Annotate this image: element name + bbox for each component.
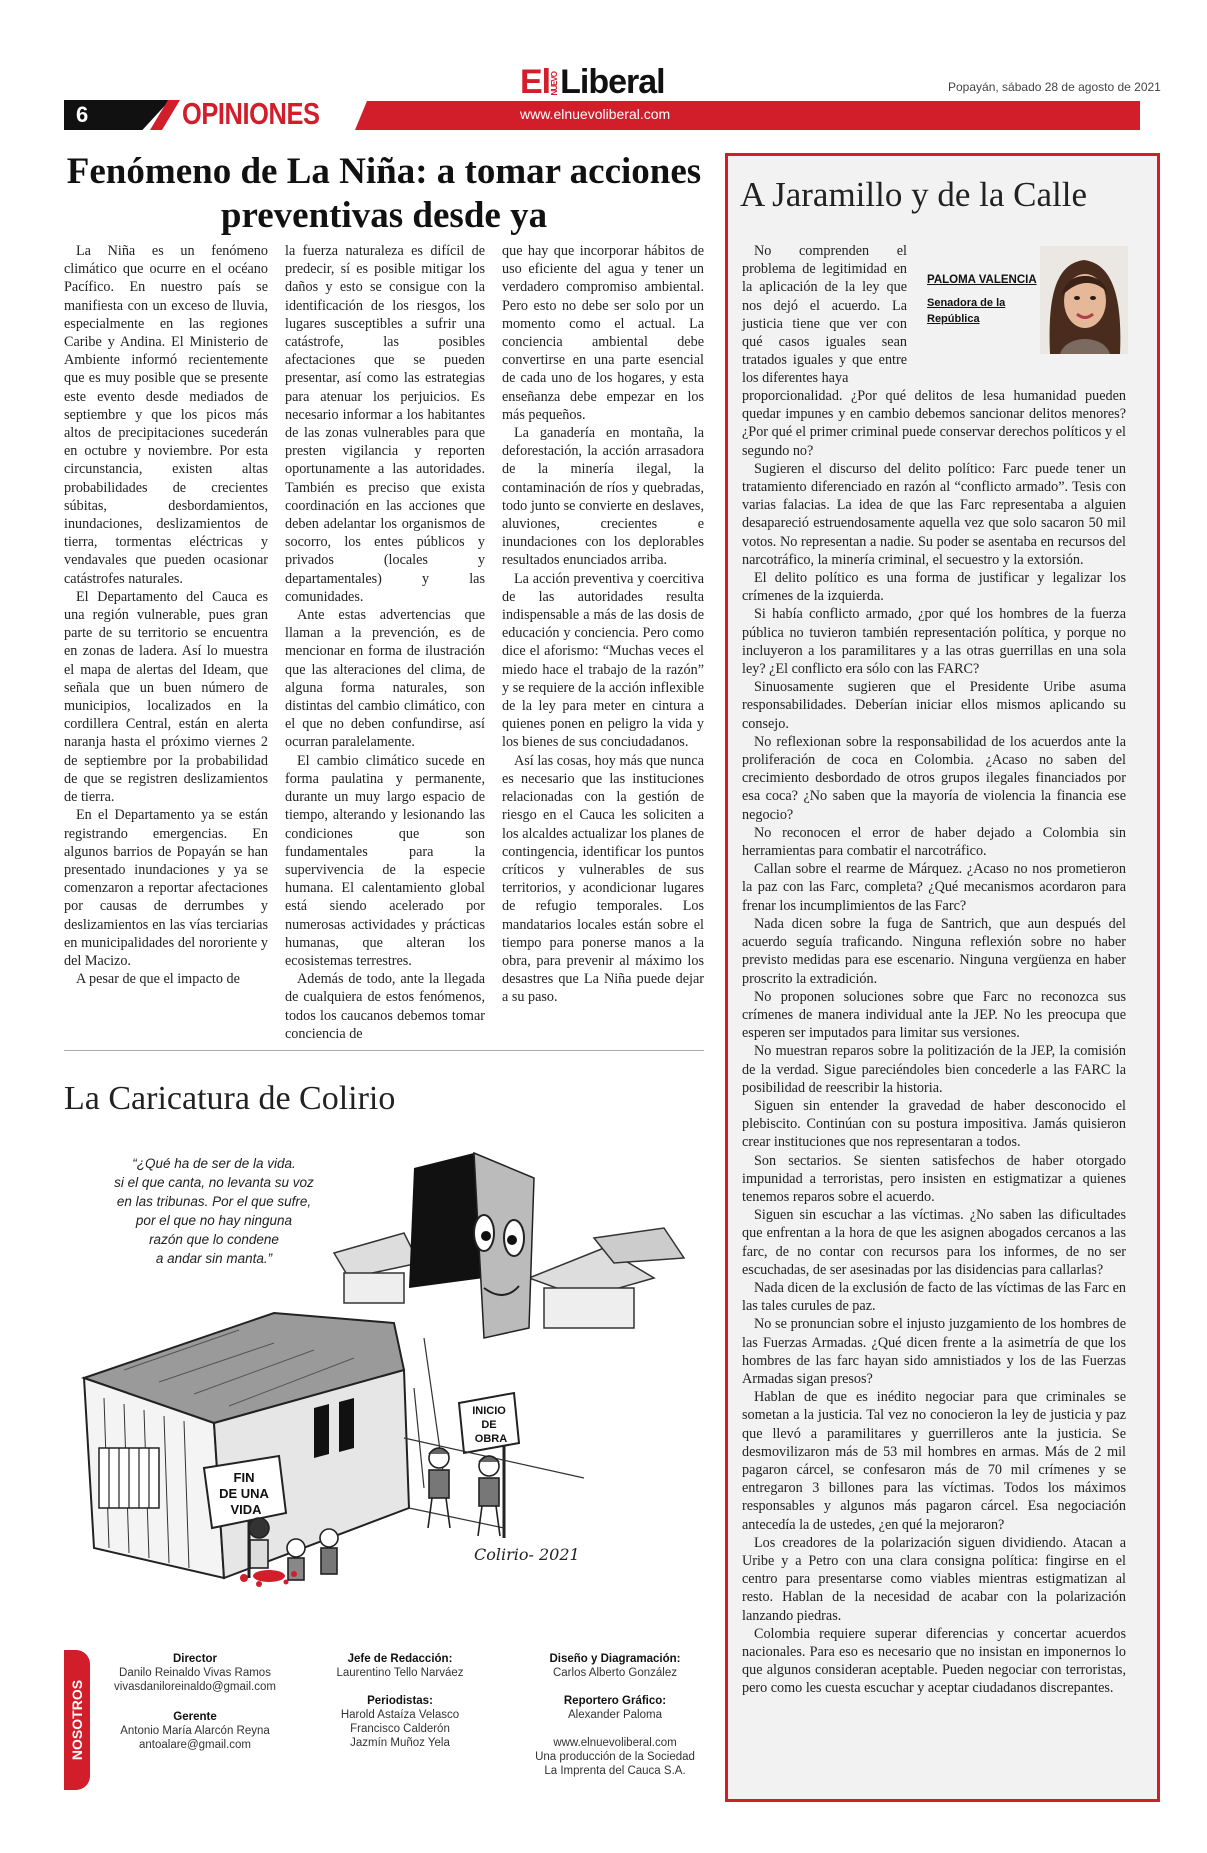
- author-role: Senadora de la República: [927, 297, 1006, 325]
- paragraph: Siguen sin escuchar a las víctimas. ¿No saben las dificultades que enfrentan a la hora de que les asignen abogados cercanos a las farc, de no contar con recursos para los informes, de no ser escuchadas, de ser asesinadas por las disidencias para callarlas?: [742, 1207, 1126, 1278]
- logo-liberal: Liberal: [560, 63, 665, 101]
- credit-production: Una producción de la Sociedad: [535, 1751, 695, 1763]
- sign-left-line: FIN: [233, 1470, 255, 1485]
- paragraph: Nada dicen sobre la fuga de Santrich, que aun después del acuerdo seguía traficando. Ninguna reflexión sobre no haber previsto medidas para ese escenario. Ninguna vergüenza en haber proscrito la extradición.: [742, 915, 1126, 987]
- paragraph: El delito político es una forma de justificar y legalizar los crímenes de la izquierda.: [742, 570, 1126, 605]
- section-divider: [64, 1050, 704, 1051]
- credit-email[interactable]: antoalare@gmail.com: [138, 1739, 252, 1751]
- paragraph: Los creadores de la polarización siguen dividiendo. Atacan a Uribe y a Petro con una clara consigna política: fingirse en el centro para presentarse como viables mientras estigmatizan al resto. Hablan de la necesidad de acabar con la polarización lanzando piedras.: [742, 1534, 1126, 1624]
- article-column-3: [502, 242, 704, 1007]
- paragraph: Nada dicen de la exclusión de facto de las víctimas de las Farc en las tales curules de paz.: [742, 1279, 1126, 1315]
- paragraph: Sinuosamente sugieren que el Presidente Uribe asuma responsabilidades. Deberían iniciar ellos mismos aplicando su consejo.: [742, 679, 1126, 732]
- header-red-bar: [355, 101, 1140, 130]
- section-title: OPINIONES: [182, 96, 320, 131]
- article-title: Fenómeno de La Niña: a tomar acciones preventivas desde ya: [66, 151, 702, 236]
- quote-line: a andar sin manta.”: [155, 1251, 273, 1266]
- paragraph: Sugieren el discurso del delito político: Farc puede tener un tratamiento diferenciado en razón al “conflicto armado”. Tesis con varias falacias. La idea de que las Farc representaba a alguien desapareció estruendosamente aquella vez que solo sacaron 50 mil votos. No representan a nadie. Su poder se asentaba en recursos del narcotráfico, la minería criminal, el secuestro y la extorsión.: [742, 460, 1126, 568]
- paragraph: Callan sobre el rearme de Márquez. ¿Acaso no nos prometieron la paz con las Farc, completa? ¿Qué mecanismos acordaron para frenar los incumplimientos de las Farc?: [742, 861, 1126, 914]
- credits-column-2: [305, 1652, 495, 1750]
- author-photo: [1040, 246, 1128, 354]
- cartoonist-signature: Colirio- 2021: [474, 1545, 580, 1564]
- paragraph: proporcionalidad. ¿Por qué delitos de lesa humanidad pueden quedar impunes y en cambio debemos sancionar delitos menores? ¿Por qué el primer criminal puede conservar derechos políticos y el segundo no?: [742, 388, 1126, 459]
- quote-line: en las tribunas. Por el que sufre,: [116, 1194, 312, 1209]
- quote-line: “¿Qué ha de ser de la vida.: [132, 1156, 296, 1171]
- paragraph: Hablan de que es inédito negociar para que criminales se sometan a la justicia. Tal vez no conocieron la ley de justicia y paz que llevó a paramilitares y guerrilleros ante la justicia. Se desmovilizaron más de 53 mil hombres en armas. Más de 2 mil pagaron cárcel, se confesaron más de 70 mil crímenes y se entregaron 3 billones para las víctimas. Todos los máximos responsables y algunos más pagaron cárcel. Esa negociación antecedía la de ustedes, ¿en qué la mejoraron?: [742, 1389, 1126, 1533]
- paragraph: Siguen sin entender la gravedad de haber desconocido el plebiscito. Continúan con su postura impositiva. Jamás quisieron crear instituciones que nos representaran a todos.: [742, 1097, 1126, 1151]
- author-name: PALOMA VALENCIA: [927, 274, 1037, 286]
- paragraph: Colombia requiere superar diferencias y concertar acuerdos nacionales. Para eso es necesario que no insistan en imponernos lo que algunos consideran aceptable. Pueden negociar con terroristas, pero como les cuesta escuchar y aceptar ciudadanos discrepantes.: [742, 1625, 1126, 1697]
- logo-nuevo: NUEVO: [550, 72, 560, 96]
- dateline: Popayán, sábado 28 de agosto de 2021: [948, 80, 1161, 94]
- paragraph: En el Departamento ya se están registrando emergencias. En algunos barrios de Popayán se han presentado inundaciones y ya se comenzaron a reportar afectaciones por causas de derrumbes y deslizamientos en las vías terciarias en municipalidades del nororiente y del Macizo.: [64, 807, 268, 969]
- sign-right-line: OBRA: [474, 1433, 508, 1445]
- credit-name: Danilo Reinaldo Vivas Ramos: [119, 1667, 271, 1679]
- credit-name: Harold Astaíza Velasco: [340, 1709, 460, 1721]
- credit-production: La Imprenta del Cauca S.A.: [544, 1765, 686, 1777]
- opinion-body: [742, 387, 1126, 1698]
- paragraph: que hay que incorporar hábitos de uso eficiente del agua y tener un verdadero compromiso ambiental. Pero esto no debe ser solo por un momento como el actual. La conciencia ambiental debe convertirse en una parte esencial de cada uno de los hogares, y esta enseñanza debe empezar en los más pequeños.: [502, 243, 704, 423]
- credit-web[interactable]: www.elnuevoliberal.com: [553, 1737, 677, 1749]
- paragraph: A pesar de que el impacto de: [76, 971, 240, 988]
- credits-column-3: [525, 1652, 705, 1778]
- article-column-1: [64, 242, 268, 988]
- paragraph: La acción preventiva y coercitiva de las autoridades resulta indispensable a más de las dosis de educación y conciencia. Pero como dice el aforismo: “Muchas veces el miedo hace el trabajo de la razón” y se requiere de la acción inflexible de la ley para meter en cintura a quienes ponen en peligro la vida y los bienes de sus conciudadanos.: [502, 570, 704, 751]
- credits-label-text: NOSOTROS: [69, 1679, 85, 1761]
- paragraph: La ganadería en montaña, la deforestación, la acción arrasadora de la minería ilegal, la contaminación de ríos y quebradas, todo junto se convierte en deslaves, aluviones, crecientes e inundaciones con los deplorables resultados enunciados arriba.: [502, 425, 704, 569]
- credit-name: Antonio María Alarcón Reyna: [120, 1725, 270, 1737]
- paragraph: No proponen soluciones sobre que Farc no reconozca sus crímenes de manera individual ante la JEP. No les preocupa que esperen ser imputados para limitar sus versiones.: [742, 988, 1126, 1042]
- caricature-illustration: [64, 1138, 704, 1592]
- credit-name: Alexander Paloma: [568, 1709, 662, 1721]
- opinion-title: A Jaramillo y de la Calle: [740, 175, 1087, 214]
- credit-title: Gerente: [173, 1711, 217, 1723]
- paragraph: Son sectarios. Se sienten satisfechos de haber otorgado impunidad a terroristas, pero insisten en estigmatizar a quienes tenemos reparos sobre el acuerdo.: [742, 1152, 1126, 1205]
- credit-email[interactable]: vivasdaniloreinaldo@gmail.com: [114, 1681, 276, 1693]
- sign-left-line: VIDA: [230, 1502, 262, 1517]
- credit-title: Periodistas:: [367, 1695, 433, 1707]
- sign-right-line: INICIO: [472, 1405, 506, 1417]
- paragraph: Así las cosas, hoy más que nunca es necesario que las instituciones relacionadas con la gestión de riesgo en el Cauca les soliciten a los alcaldes actualizar los planes de contingencia, identificar los puntos críticos y vulnerables de sus territorios, y acondicionar lugares de refugio temporales. Los mandatarios locales están sobre el tiempo para ponerse manos a la obra, para prevenir al máximo los desastres que La Niña puede dejar a su paso.: [502, 752, 704, 1006]
- header-url[interactable]: www.elnuevoliberal.com: [520, 106, 671, 122]
- quote-line: razón que lo condene: [149, 1232, 279, 1247]
- quote-line: si el que canta, no levanta su voz: [114, 1175, 314, 1190]
- page-number: 6: [64, 100, 124, 130]
- article-column-2: [285, 242, 485, 1043]
- paragraph: La Niña es un fenómeno climático que ocurre en el océano Pacífico. En nuestro país se manifiesta con un exceso de lluvia, especialmente en las regiones Caribe y Andina. El Ministerio de Ambiente informó recientemente que es muy posible que se presente este evento desde mediados de septiembre y que los picos más altos de precipitaciones sucederán en octubre y noviembre. Por esta circunstancia, existen altas probabilidades de crecientes súbitas, desbordamientos, inundaciones, deslizamientos de tierra, tormentas eléctricas y vendavales que pueden ocasionar catástrofes naturales.: [64, 243, 268, 587]
- paragraph: No muestran reparos sobre la politización de la JEP, la comisión de la verdad. Sigue pareciéndoles bien concederle a las FARC la posibilidad de reescribir la historia.: [742, 1043, 1126, 1096]
- sign-left-line: DE UNA: [219, 1486, 269, 1501]
- credit-title: Jefe de Redacción:: [347, 1653, 453, 1665]
- paragraph: Además de todo, ante la llegada de cualquiera de estos fenómenos, todos los caucanos debemos tomar conciencia de: [285, 971, 485, 1042]
- credit-name: Laurentino Tello Narváez: [336, 1667, 464, 1679]
- masthead-logo: [520, 62, 700, 102]
- credit-name: Carlos Alberto González: [552, 1667, 677, 1679]
- paragraph: El cambio climático sucede en forma paulatina y permanente, durante un muy largo espacio de tiempo, alterando y lesionando las condiciones que son fundamentales para la supervivencia de la especie humana. El calentamiento global está siendo acelerado por numerosas actividades y prácticas humanas, que alteran los ecosistemas terrestres.: [285, 752, 485, 969]
- paragraph: No comprenden el problema de legitimidad en la aplicación de la ley que nos dejó el acuerdo. La justicia tiene que ver con qué casos iguales sean tratados iguales y que entre los diferentes haya: [742, 243, 907, 387]
- credits-band-label: [64, 1650, 90, 1790]
- credit-title: Reportero Gráfico:: [563, 1695, 667, 1707]
- paragraph: No se pronuncian sobre el injusto juzgamiento de los hombres de las Fuerzas Armadas. ¿Qué dicen frente a la asimetría de que los hombres de las farc hayan sido amnistiados y los de las Fuerzas Armadas sigan presos?: [742, 1316, 1126, 1387]
- credits-column-1: [105, 1652, 285, 1752]
- credit-name: Francisco Calderón: [350, 1723, 450, 1735]
- credit-title: Director: [172, 1653, 218, 1665]
- paragraph: El Departamento del Cauca es una región vulnerable, pues gran parte de su territorio se encuentra en zonas de ladera. Así lo muestra el mapa de alertas del Ideam, que señala que un buen número de municipios, localizados en la cordillera Central, están en alerta naranja hasta el próximo viernes 2 de septiembre por la probabilidad de que se registren deslizamientos de tierra.: [64, 588, 268, 806]
- paragraph: No reflexionan sobre la responsabilidad de los acuerdos ante la proliferación de coca en Colombia. ¿Acaso no saben del crecimiento desbordado de otros grupos ilegales financiados por esa coca? ¿No saben que la mayoría de violencia la financia ese negocio?: [742, 733, 1126, 823]
- logo-el: El: [520, 63, 551, 101]
- paragraph: la fuerza naturaleza es difícil de predecir, sí es posible mitigar los daños y esto se consigue con la identificación de los riesgos, los lugares susceptibles a sufrir una catástrofe, las posibles afectaciones que se pueden presentar, así como las estrategias para atenuar los perjuicios. Es necesario informar a los habitantes de las zonas vulnerables para que presten vigilancia y reporten oportunamente a las autoridades. También es preciso que exista coordinación en las acciones que deben adelantar los organismos de socorro, los entes públicos y privados (locales y departamentales) y las comunidades.: [285, 243, 485, 605]
- opinion-lead: [742, 242, 907, 388]
- credit-title: Diseño y Diagramación:: [549, 1653, 681, 1665]
- quote-line: por el que no hay ninguna: [135, 1213, 293, 1228]
- paragraph: Si había conflicto armado, ¿por qué los hombres de la fuerza pública no tuvieron también representación política, y porque no incluyeron a los paramilitares y a las otras guerrillas en una sola ley? ¿El conflicto era sólo con las FARC?: [742, 606, 1126, 678]
- sign-right-line: DE: [481, 1419, 497, 1431]
- caricature-title: La Caricatura de Colirio: [64, 1080, 396, 1117]
- paragraph: Ante estas advertencias que llaman a la prevención, es de mencionar en forma de ilustración que las alteraciones del clima, de alguna forma naturales, son distintas del cambio climático, con el que no deben confundirse, así ocurran paralelamente.: [285, 607, 485, 751]
- paragraph: No reconocen el error de haber dejado a Colombia sin herramientas para combatir el narcotráfico.: [742, 824, 1126, 860]
- credit-name: Jazmín Muñoz Yela: [350, 1737, 450, 1749]
